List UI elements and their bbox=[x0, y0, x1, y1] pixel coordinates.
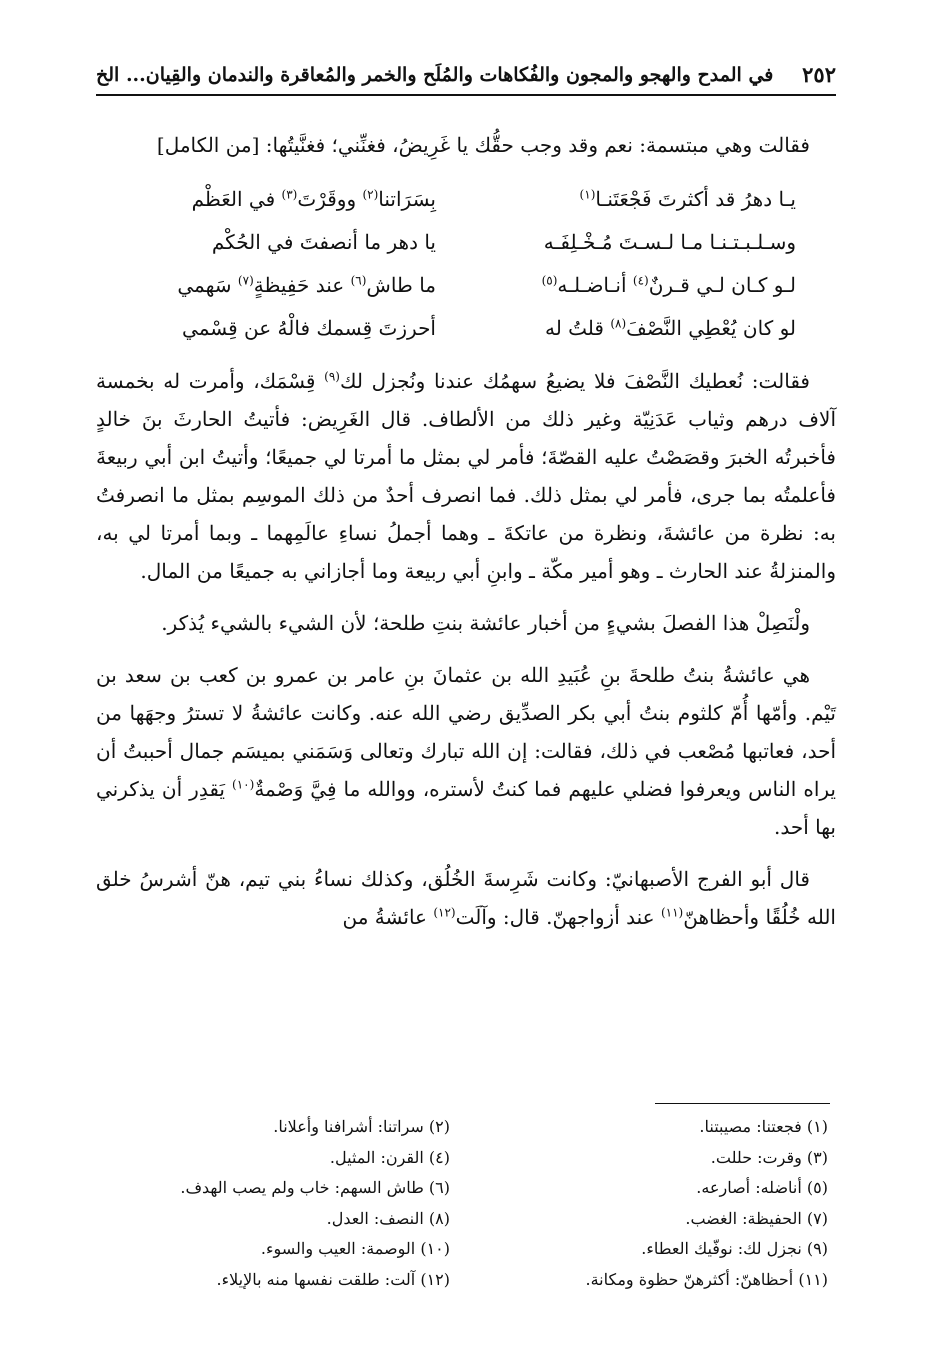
note-ref: (١١) bbox=[660, 905, 684, 920]
footnote: (١٢) آلت: طلقت نفسها منه بالإيلاء. bbox=[216, 1269, 450, 1289]
main-text bbox=[96, 126, 836, 950]
note-ref: (٧) bbox=[237, 273, 254, 288]
poem-verse-4-first: لو كان يُعْطِي النَّصْفَ$^{(٨)}$ قلتُ له bbox=[544, 316, 796, 340]
poem bbox=[96, 178, 836, 350]
footnote: (٤) القرن: المثيل. bbox=[329, 1147, 450, 1167]
note-ref: (٨) bbox=[610, 316, 627, 331]
footnote: (٥) أناضله: أصارعه. bbox=[696, 1178, 828, 1197]
footnote: (٢) سراتنا: أشرافنا وأعلانا. bbox=[273, 1117, 450, 1136]
footnote: (٩) نجزل لك: نوفّيك العطاء. bbox=[641, 1239, 828, 1258]
note-ref: (١) bbox=[579, 187, 596, 202]
poem-verse-2-second: يا دهر ما أنصفتَ في الحُكْم bbox=[211, 230, 436, 254]
footnote-divider bbox=[655, 1103, 830, 1104]
poem-verse-2-first: وسـلـبـتـنـا مـا لـسـتَ مُـخْـلِفَـه bbox=[543, 230, 796, 254]
page-number: ٢٥٢ bbox=[802, 62, 836, 87]
note-ref: (٤) bbox=[632, 273, 649, 288]
note-ref: (٩) bbox=[324, 369, 340, 384]
poem-verse-4-second: أحرزتَ قِسمك فالْهُ عن قِسْمي bbox=[182, 316, 436, 340]
footnote: (٧) الحفيظة: الغضب. bbox=[685, 1208, 828, 1228]
last-paragraph: قال أبو الفرج الأصبهانيّ: وكانت شَرِسةَ الخُلُق، وكذلك نساءُ بني تيم، هنّ أشرسُ خلق الله خُلُقًا وأحظاهنّ$^{(١١)}$ عند أزواجهنّ. قال: وآلَت$^{(١٢)}$ عائشةُ من bbox=[96, 867, 836, 929]
poem-verse-3-second: ما طاش$^{(٦)}$ عند حَفِيظةٍ$^{(٧)}$ سَهمي bbox=[177, 273, 436, 297]
narrative-paragraph: فقالت: نُعطيك النَّصْفَ فلا يضيعُ سهمُك عندنا ونُجزل لك$^{(٩)}$ قِسْمَك، وأمرت له بخمسة آلاف درهم وثياب عَدَنِيّة وغير ذلك من الألطاف. قال الغَرِيض: فأتيتُ الحارثَ بنَ خالدٍ فأخبرتُه الخبرَ وقصَصْتُ عليه القصّةَ؛ فأمر لي بمثل ما أمرتا لي جميعًا؛ وأتيتُ ابن أبي ربيعةَ فأعلمتُه بما جرى، فأمر لي بمثل ذلك. فما انصرف أحدٌ من ذلك الموسِم بمثل ما انصرفتُ به: نظرة من عائشةَ، ونظرة من عاتكةَ ـ وهما أجملُ نساءِ عالَمِهما ـ وبما أمرتا لي به، والمنزلةُ عند الحارث ـ وهو أمير مكّة ـ وابنِ أبي ربيعة وما أجازاني به جميعًا من المال. bbox=[96, 369, 836, 583]
note-ref: (٣) bbox=[281, 187, 298, 202]
page-header bbox=[96, 62, 836, 96]
footnote: (٨) النصف: العدل. bbox=[326, 1208, 450, 1228]
intro-paragraph: فقالت وهي مبتسمة: نعم وقد وجب حقُّك يا غَرِيضُ، فغنِّني؛ فغنَّيتُها: [من الكامل] bbox=[156, 133, 810, 157]
footnote: (٦) طاش السهم: خاب ولم يصب الهدف. bbox=[180, 1178, 450, 1197]
note-ref: (١٠) bbox=[232, 777, 255, 792]
footnotes bbox=[110, 1112, 828, 1295]
footnote: (٣) وقرت: حللت. bbox=[710, 1147, 828, 1167]
aisha-bio-paragraph: هي عائشةُ بنتُ طلحةَ بنِ عُبَيدِ الله بن عثمانَ بنِ عامر بن عمرو بن كعب بن سعد بن تَيْم. وأمّها أُمّ كلثوم بنتُ أبي بكر الصدِّيق رضي الله عنه. وكانت عائشةُ لا تسترُ وجهَها من أحد، فعاتبها مُصْعب في ذلك، فقالت: إن الله تبارك وتعالى وَسَمَني بميسَم جمال أحببتُ أن يراه الناس ويعرفوا فضلي عليهم فما كنتُ لأستره، ووالله ما فِيَّ وَصْمةٌ$^{(١٠)}$ يَقدِر أن يذكرني بها أحد. bbox=[96, 663, 837, 839]
note-ref: (١٢) bbox=[433, 905, 456, 920]
footnote: (١) فجعتنا: مصيبتنا. bbox=[699, 1117, 828, 1136]
note-ref: (٢) bbox=[362, 187, 379, 202]
poem-verse-1-first: يـا دهرُ قد أكثرتَ فَجْعَتَنـا$^{(١)}$ bbox=[579, 187, 796, 211]
footnote: (١٠) الوصمة: العيب والسوء. bbox=[260, 1239, 450, 1258]
note-ref: (٦) bbox=[350, 273, 367, 288]
note-ref: (٥) bbox=[541, 273, 558, 288]
poem-verse-3-first: لـو كـان لـي قـرنٌ$^{(٤)}$ أنـاضـلـه$^{(٥)}$ bbox=[541, 273, 796, 297]
transition-paragraph: ولْنَصِلْ هذا الفصلَ بشيءٍ من أخبار عائشة بنتِ طلحة؛ لأن الشيء بالشيء يُذكر. bbox=[161, 611, 810, 635]
running-title: في المدح والهجو والمجون والفُكاهات والمُلَح والخمر والمُعاقرة والندمان والقِيان... الخ bbox=[96, 64, 774, 86]
footnote: (١١) أحظاهنّ: أكثرهنّ حظوة ومكانة. bbox=[585, 1269, 828, 1289]
poem-verse-1-second: بِسَرَاتنا$^{(٢)}$ ووقَرْتَ$^{(٣)}$ في العَظْم bbox=[191, 187, 436, 211]
